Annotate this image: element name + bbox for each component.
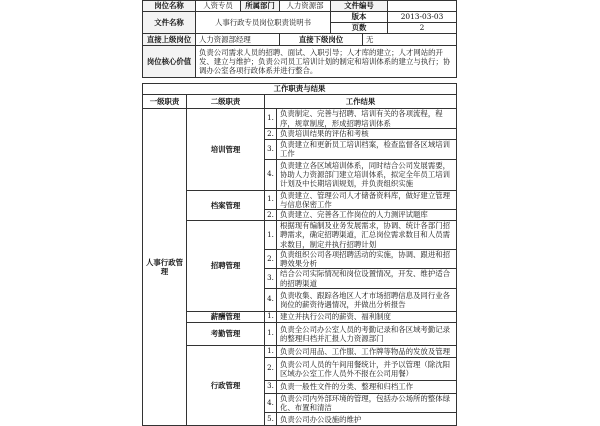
duty-item-number: 3. [265,380,277,393]
post-name-value: 人资专员 [196,1,241,12]
duty-item-text: 负责公司办公设施的维护 [277,413,457,426]
duty-item-text: 负责建立各区域培训体系，同时结合公司发展需要，协助人力资源部门建立培训体系，拟定全年员工培训计划及中长期培训规划，并负责组织实施 [277,159,457,190]
dept-value: 人力资源部 [280,1,331,12]
duty-item-text: 负责公司用品、工作服、工作牌等物品的发放及管理 [277,345,457,357]
version-label: 版本 [331,12,388,23]
level2-duty: 档案管理 [187,190,265,221]
core-value-text: 负责公司需求人员的招聘、面试、入职引导；人才库的建立；人才网站的开发、建立与维护；负责公司员工培训计划的制定和培训体系的建立与执行；协调办公室各项行政体系并进行整合。 [196,46,457,78]
duty-item-text: 负责收集、跟踪各地区人才市场招聘信息及同行业各岗位的薪资待遇情况，并做出分析报告 [277,288,457,311]
duty-item-number: 1. [265,311,277,322]
duty-item-number: 3. [265,140,277,160]
subordinate-value: 无 [363,34,457,46]
duty-item-text: 负责公司人员的午间用餐统计，并予以管理（除沈阳区域办公室工作人员外不报在公司用餐） [277,357,457,380]
duty-item-number: 1. [265,345,277,357]
duty-item-text: 根据现有编制及业务发展需求，协调、统计各部门招聘需求，确定招聘渠道，汇总岗位需求数目和人员需求数目，制定并执行招聘计划 [277,221,457,250]
duty-row [143,109,457,129]
duty-item-number: 4. [265,159,277,190]
duty-item-number: 2. [265,357,277,380]
duty-item-text: 负责建立、管理公司人才储备资料库，做好建立管理与信息保密工作 [277,190,457,210]
header-table [142,0,457,78]
duty-row [143,345,457,357]
duty-item-text: 结合公司实际情况和岗位设置情况，开发、维护适合的招聘渠道 [277,269,457,289]
duty-item-number: 2. [265,210,277,221]
duty-item-text: 负责制定、完善与招聘、培训有关的各项流程，程序，规章制度，形成招聘培训体系 [277,109,457,129]
duty-item-text: 负责建立和更新员工培训档案，检查监督各区域培训工作 [277,140,457,160]
level2-duty: 行政管理 [187,345,265,426]
col-result-header: 工作结果 [265,95,457,109]
duty-item-text: 负责建立、完善各工作岗位的人力测评试题库 [277,210,457,221]
superior-label: 直接上级岗位 [143,34,196,46]
file-no-value [388,1,457,12]
duty-item-text: 建立并执行公司的薪资、福利制度 [277,311,457,322]
pages-label: 页数 [331,23,388,34]
version-value: 2013-03-03 [388,12,457,23]
level2-duty: 培训管理 [187,109,265,191]
section-title: 工作职责与结果 [143,84,457,95]
duty-item-text: 负责公司内外部环境的管理，包括办公场所的整体绿化、布置和清洁 [277,393,457,413]
duty-item-number: 2. [265,249,277,269]
duty-item-text: 负责全公司办公室人员的考勤记录和各区域考勤记录的整理归档并汇报人力资源部门 [277,322,457,345]
col-level1-header: 一级职责 [143,95,187,109]
duty-item-number: 1. [265,322,277,345]
level2-duty: 招聘管理 [187,221,265,312]
duty-row [143,322,457,345]
dept-label: 所属部门 [241,1,280,12]
duty-item-number: 5. [265,413,277,426]
level2-duty: 考勤管理 [187,322,265,345]
post-name-label: 岗位名称 [143,1,196,12]
level1-duty: 人事行政管理 [143,109,187,426]
duty-row [143,221,457,250]
duty-row [143,190,457,210]
superior-value: 人力资源部经理 [196,34,280,46]
duty-item-number: 1. [265,190,277,210]
col-level2-header: 二级职责 [187,95,265,109]
duty-item-text: 负责一般性文件的分类、整理和归档工作 [277,380,457,393]
duties-table [142,83,457,426]
pages-value: 2 [388,23,457,34]
duty-item-number: 2. [265,129,277,140]
duty-item-number: 1. [265,221,277,250]
duty-item-number: 4. [265,288,277,311]
subordinate-label: 直接下级岗位 [280,34,363,46]
duty-row [143,311,457,322]
file-no-label: 文件编号 [331,1,388,12]
file-name-value: 人事行政专员岗位职责说明书 [196,12,331,34]
duty-item-number: 3. [265,269,277,289]
file-name-label: 文件名称 [143,12,196,34]
level2-duty: 薪酬管理 [187,311,265,322]
duty-item-text: 负责培训结果的评估和考核 [277,129,457,140]
duty-item-text: 负责组织公司各项招聘活动的实施，协调、跟进和招聘效果分析 [277,249,457,269]
core-value-label: 岗位核心价值 [143,46,196,78]
duty-item-number: 4. [265,393,277,413]
duty-item-number: 1. [265,109,277,129]
